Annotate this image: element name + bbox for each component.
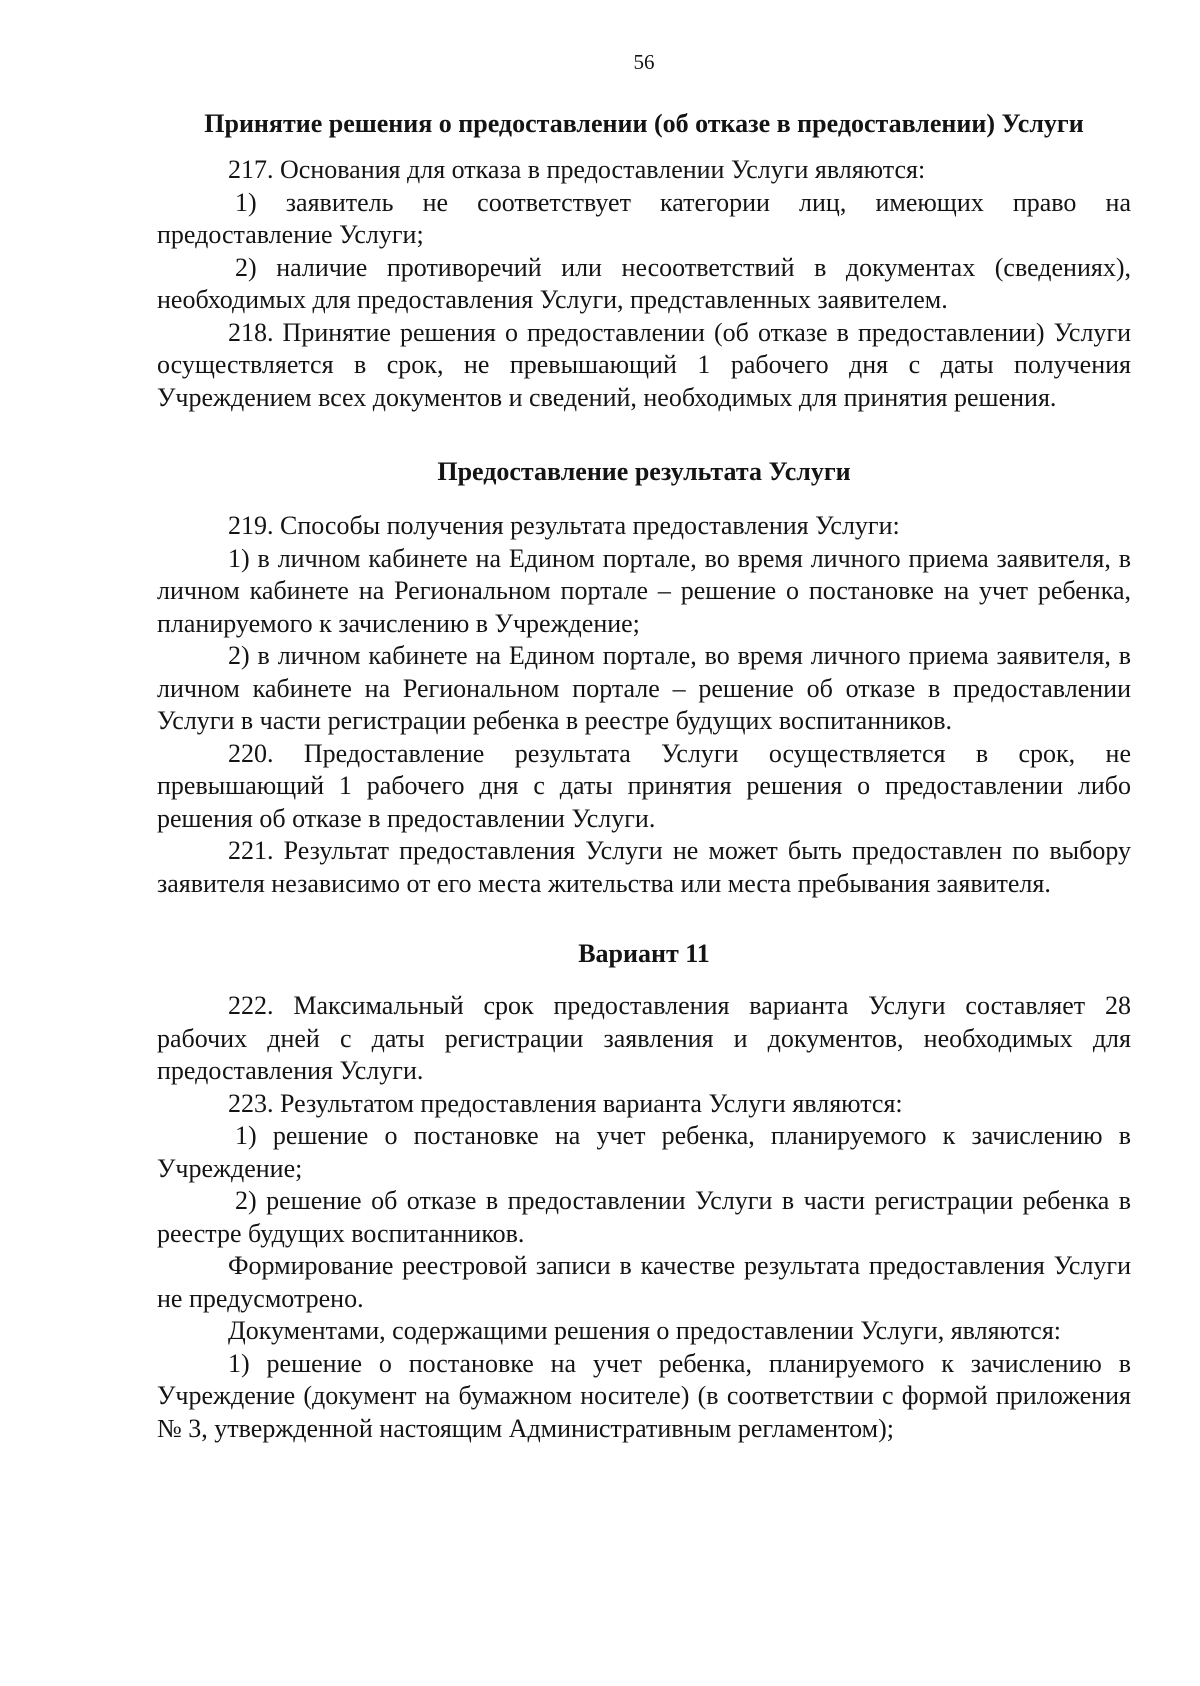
paragraph-218: 218. Принятие решения о предоставлении (об отказе в предоставлении) Услуги осуществляется в срок, не превышающий 1 рабочего дня с даты получения Учреждением всех документов и сведений, необходимых для принятия решения. (157, 317, 1131, 412)
section-heading-result: Предоставление результата Услуги (437, 457, 851, 486)
paragraph-217-item-1: 1) заявитель не соответствует категории лиц, имеющих право на предоставление Услуги; (157, 187, 1131, 249)
paragraph-219-item-2: 2) в личном кабинете на Едином портале, во время личного приема заявителя, в личном кабинете на Региональном портале – решение об отказе в предоставлении Услуги в части регистрации ребенка в реестре будущих воспитанников. (157, 641, 1131, 735)
paragraph-217: 217. Основания для отказа в предоставлении Услуги являются: (228, 155, 926, 184)
document-body (157, 108, 1131, 1445)
paragraph-220: 220. Предоставление результата Услуги осуществляется в срок, не превышающий 1 рабочего дня с даты принятия решения о предоставлении либо решения об отказе в предоставлении Услуги. (157, 738, 1131, 833)
paragraph-221: 221. Результат предоставления Услуги не может быть предоставлен по выбору заявителя независимо от его места жительства или места пребывания заявителя. (157, 836, 1131, 898)
paragraph-documents-intro: Документами, содержащими решения о предоставлении Услуги, являются: (228, 1316, 1062, 1345)
paragraph-219-item-1: 1) в личном кабинете на Едином портале, во время личного приема заявителя, в личном кабинете на Региональном портале – решение о постановке на учет ребенка, планируемого к зачислению в Учреждение; (157, 543, 1131, 638)
paragraph-219: 219. Способы получения результата предоставления Услуги: (228, 511, 900, 540)
page-number: 56 (633, 50, 655, 74)
paragraph-223-item-2: 2) решение об отказе в предоставлении Услуги в части регистрации ребенка в реестре будущих воспитанников. (157, 1186, 1131, 1248)
paragraph-223: 223. Результатом предоставления варианта Услуги являются: (228, 1088, 903, 1118)
paragraph-documents-item-1: 1) решение о постановке на учет ребенка, планируемого к зачислению в Учреждение (документ на бумажном носителе) (в соответствии с формой приложения № 3, утвержденной настоящим Административным регламентом); (157, 1348, 1131, 1443)
paragraph-222: 222. Максимальный срок предоставления варианта Услуги составляет 28 рабочих дней с даты регистрации заявления и документов, необходимых для предоставления Услуги. (157, 991, 1131, 1085)
section-heading-decision: Принятие решения о предоставлении (об отказе в предоставлении) Услуги (204, 109, 1084, 138)
paragraph-registry-note: Формирование реестровой записи в качестве результата предоставления Услуги не предусмотрено. (157, 1251, 1131, 1313)
section-heading-variant-11: Вариант 11 (578, 939, 710, 968)
paragraph-223-item-1: 1) решение о постановке на учет ребенка, планируемого к зачислению в Учреждение; (157, 1121, 1131, 1183)
paragraph-217-item-2: 2) наличие противоречий или несоответствий в документах (сведениях), необходимых для предоставления Услуги, представленных заявителем. (157, 252, 1131, 314)
